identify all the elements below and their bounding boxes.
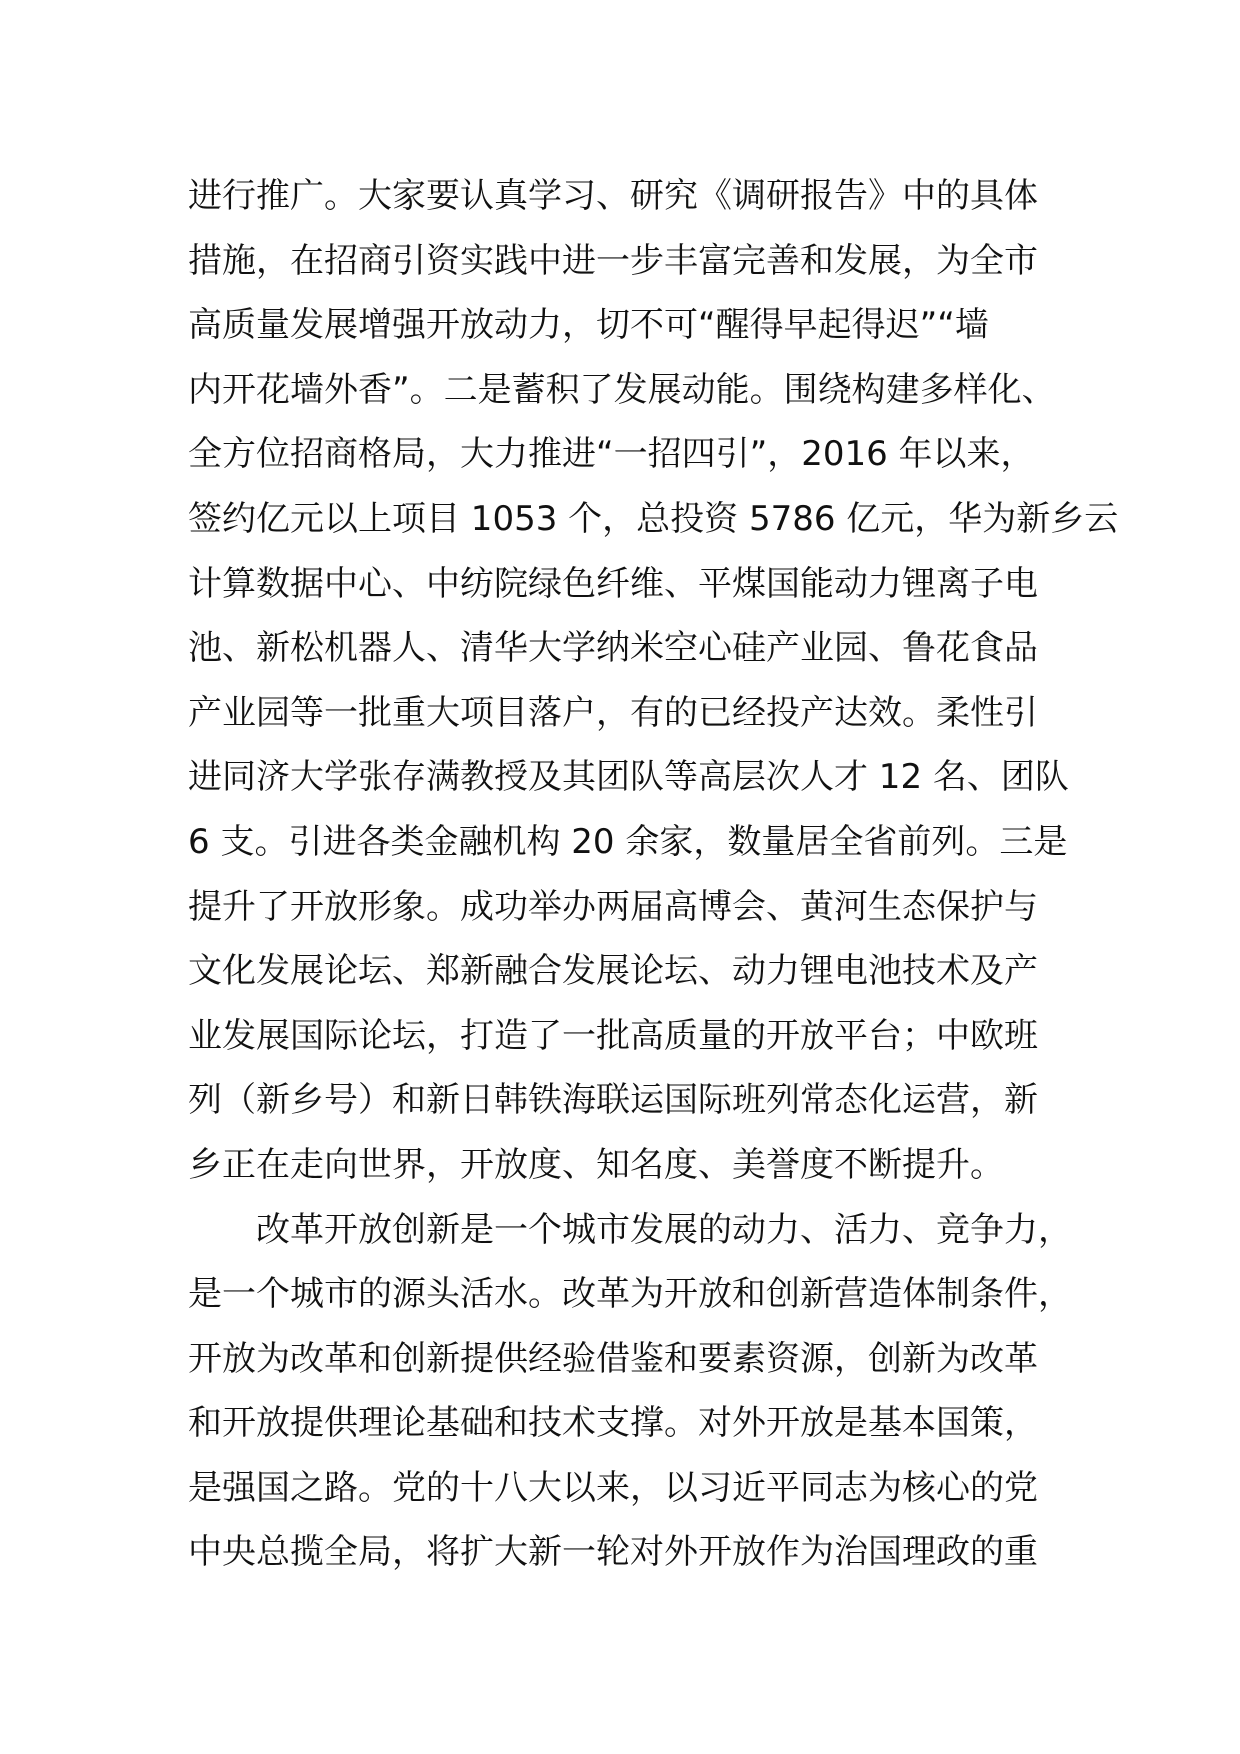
text-line: 业发展国际论坛，打造了一批高质量的开放平台；中欧班	[188, 1015, 1038, 1056]
text-line: 是强国之路。党的十八大以来，以习近平同志为核心的党	[188, 1467, 1038, 1508]
text-line: 进行推广。大家要认真学习、研究《调研报告》中的具体	[188, 176, 1038, 216]
text-line: 文化发展论坛、郑新融合发展论坛、动力锂电池技术及产	[188, 951, 1038, 992]
text-line: 池、新松机器人、清华大学纳米空心硅产业园、鲁花食品	[188, 628, 1038, 669]
text-line: 和开放提供理论基础和技术支撑。对外开放是基本国策，	[188, 1403, 1038, 1444]
body-text	[188, 164, 1119, 1585]
text-line: 开放为改革和创新提供经验借鉴和要素资源，创新为改革	[188, 1338, 1038, 1379]
text-line: 计算数据中心、中纺院绿色纤维、平煤国能动力锂离子电	[188, 563, 1038, 604]
text-line: 6 支。引进各类金融机构 20 余家，数量居全省前列。三是	[188, 821, 1068, 862]
text-line: 列（新乡号）和新日韩铁海联运国际班列常态化运营，新	[188, 1080, 1038, 1121]
text-line: 乡正在走向世界，开放度、知名度、美誉度不断提升。	[188, 1144, 1004, 1185]
text-line: 进同济大学张存满教授及其团队等高层次人才 12 名、团队	[188, 757, 1069, 798]
text-line: 全方位招商格局，大力推进“一招四引”，2016 年以来，	[188, 434, 1035, 475]
text-line: 产业园等一批重大项目落户，有的已经投产达效。柔性引	[188, 692, 1038, 733]
text-line: 内开花墙外香”。二是蓄积了发展动能。围绕构建多样化、	[188, 369, 1056, 410]
text-line: 提升了开放形象。成功举办两届高博会、黄河生态保护与	[188, 886, 1038, 927]
text-line: 措施，在招商引资实践中进一步丰富完善和发展，为全市	[188, 240, 1038, 281]
text-line: 是一个城市的源头活水。改革为开放和创新营造体制条件，	[188, 1274, 1072, 1315]
text-line-indented: 改革开放创新是一个城市发展的动力、活力、竞争力，	[256, 1209, 1072, 1250]
text-line: 签约亿元以上项目 1053 个，总投资 5786 亿元，华为新乡云	[188, 498, 1119, 539]
paragraph-2	[188, 1198, 1072, 1586]
paragraph-1	[188, 164, 1119, 1198]
text-line: 中央总揽全局，将扩大新一轮对外开放作为治国理政的重	[188, 1532, 1038, 1573]
text-line: 高质量发展增强开放动力，切不可“醒得早起得迟”“墙	[188, 305, 989, 346]
